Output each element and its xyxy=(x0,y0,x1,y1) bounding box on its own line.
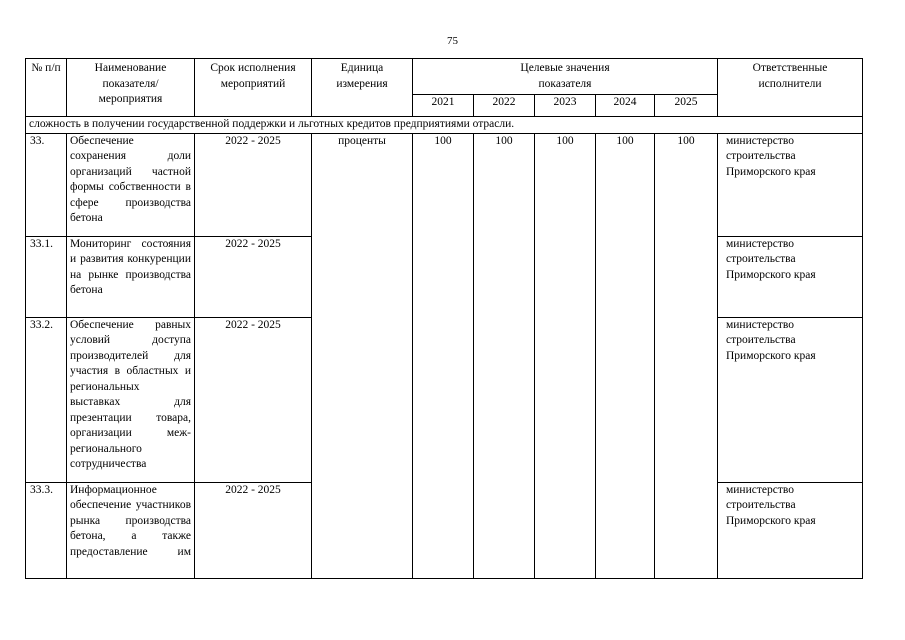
row-number: 33.2. xyxy=(26,317,67,482)
row-term: 2022 - 2025 xyxy=(195,236,312,317)
row-name: Информационное обеспечение участников рынка производства бетона, а также предоставление им xyxy=(67,482,195,578)
row-name: Обеспечение равных условий доступа производителей для участия в областных и региональных выставках для презентации товара, организации меж-регионального сотрудничества xyxy=(67,317,195,482)
header-target: Целевые значения показателя xyxy=(413,59,718,95)
page-number: 75 xyxy=(447,35,458,47)
header-unit: Единица измерения xyxy=(312,59,413,117)
row-name: Мониторинг состояния и развития конкуренции на рынке производства бетона xyxy=(67,236,195,317)
row-value-2023: 100 xyxy=(535,133,596,578)
row-responsible: министерство строительства Приморского края xyxy=(718,317,863,482)
row-responsible: министерство строительства Приморского края xyxy=(718,482,863,578)
row-value-2021: 100 xyxy=(413,133,474,578)
row-number: 33.1. xyxy=(26,236,67,317)
row-unit: проценты xyxy=(312,133,413,578)
header-year: 2023 xyxy=(535,95,596,117)
row-number: 33. xyxy=(26,133,67,236)
section-note: сложность в получении государственной поддержки и льготных кредитов предприятиями отрасли. xyxy=(26,117,863,134)
row-term: 2022 - 2025 xyxy=(195,482,312,578)
row-term: 2022 - 2025 xyxy=(195,133,312,236)
row-name: Обеспечение сохранения доли организаций частной формы собственности в сфере производства бетона xyxy=(67,133,195,236)
row-value-2024: 100 xyxy=(596,133,655,578)
row-responsible: министерство строительства Приморского края xyxy=(718,133,863,236)
header-num: № п/п xyxy=(26,59,67,117)
header-year: 2025 xyxy=(655,95,718,117)
row-term: 2022 - 2025 xyxy=(195,317,312,482)
header-year: 2022 xyxy=(474,95,535,117)
row-number: 33.3. xyxy=(26,482,67,578)
row-responsible: министерство строительства Приморского края xyxy=(718,236,863,317)
header-term: Срок исполнения мероприятий xyxy=(195,59,312,117)
header-name: Наименование показателя/мероприятия xyxy=(67,59,195,117)
header-responsible: Ответственные исполнители xyxy=(718,59,863,117)
row-value-2025: 100 xyxy=(655,133,718,578)
header-year: 2021 xyxy=(413,95,474,117)
header-year: 2024 xyxy=(596,95,655,117)
indicators-table xyxy=(25,58,863,579)
row-value-2022: 100 xyxy=(474,133,535,578)
